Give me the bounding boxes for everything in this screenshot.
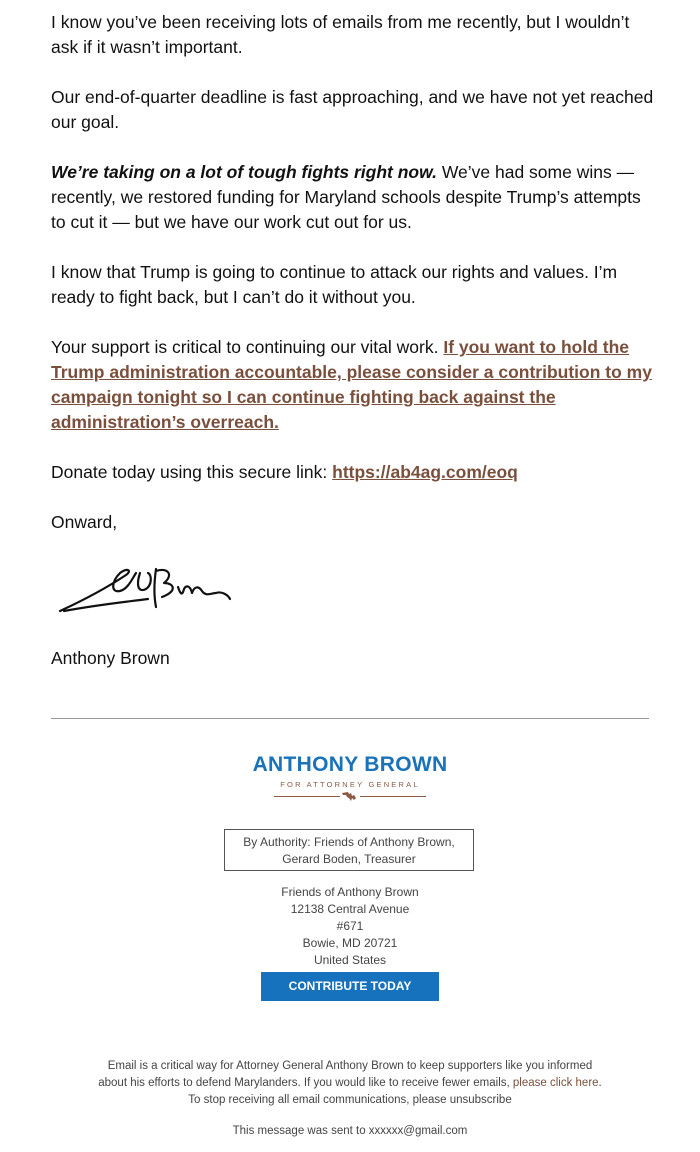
logo-rule-left: [274, 796, 340, 797]
closing: Onward,: [51, 512, 118, 532]
address-street: 12138 Central Avenue: [290, 902, 410, 916]
address-country: United States: [313, 953, 387, 967]
message-text: [51, 10, 656, 560]
paragraph-1: I know you’ve been receiving lots of emails from me recently, but I wouldn’t ask if it wasn’t important.: [51, 12, 630, 57]
divider: [51, 718, 649, 719]
footer-line-2: [60, 1075, 640, 1092]
logo-rule-right: [360, 796, 426, 797]
mailing-address: [200, 884, 500, 969]
logo-name: ANTHONY BROWN: [252, 753, 448, 776]
paid-for-disclaimer: [224, 829, 474, 871]
footer-line-2-end: .: [598, 1077, 602, 1089]
signature-image: [56, 563, 236, 618]
paragraph-5: [51, 335, 656, 435]
address-org: Friends of Anthony Brown: [281, 885, 419, 899]
campaign-logo: [250, 752, 450, 808]
footer-line-2-text: about his efforts to defend Marylanders. If you would like to receive fewer emails,: [98, 1077, 513, 1089]
authority-line-1: By Authority: Friends of Anthony Brown,: [243, 835, 455, 849]
paragraph-5-text: Your support is critical to continuing our vital work.: [51, 337, 444, 357]
address-city: Bowie, MD 20721: [302, 936, 398, 950]
fewer-emails-link[interactable]: please click here: [512, 1077, 599, 1089]
donate-link[interactable]: https://ab4ag.com/eoq: [332, 462, 518, 482]
address-unit: #671: [336, 919, 364, 933]
logo-subtitle: FOR ATTORNEY GENERAL: [280, 780, 420, 789]
paragraph-4: I know that Trump is going to continue to attack our rights and values. I’m ready to fight back, but I can’t do it without you.: [51, 262, 618, 307]
paragraph-3-emphasis: We’re taking on a lot of tough fights right now.: [51, 162, 437, 182]
unsubscribe-line[interactable]: To stop receiving all email communications, please unsubscribe: [188, 1094, 512, 1106]
paragraph-2: Our end-of-quarter deadline is fast approaching, and we have not yet reached our goal.: [51, 87, 654, 132]
signer-name: Anthony Brown: [51, 648, 170, 668]
authority-line-2: Gerard Boden, Treasurer: [282, 852, 416, 866]
paragraph-6-text: Donate today using this secure link:: [51, 462, 333, 482]
contribute-today-button[interactable]: CONTRIBUTE TODAY: [261, 972, 439, 1001]
paragraph-3: [51, 160, 656, 235]
sent-to-notice: This message was sent to xxxxxx@gmail.com: [232, 1125, 468, 1137]
footer-line-1: Email is a critical way for Attorney General Anthony Brown to keep supporters like you informed: [107, 1060, 593, 1072]
footer-notice: [60, 1058, 640, 1109]
paragraph-3-rest: We’ve had some wins — recently, we restored funding for Maryland schools despite Trump’s attempts to cut it — but we have our work cut out for us.: [51, 162, 641, 232]
contribution-link[interactable]: If you want to hold the Trump administration accountable, please consider a contribution to my campaign tonight so I can continue fighting back against the administration’s overreach.: [51, 337, 652, 432]
maryland-map-icon: [342, 790, 358, 802]
paragraph-6: [51, 460, 656, 485]
